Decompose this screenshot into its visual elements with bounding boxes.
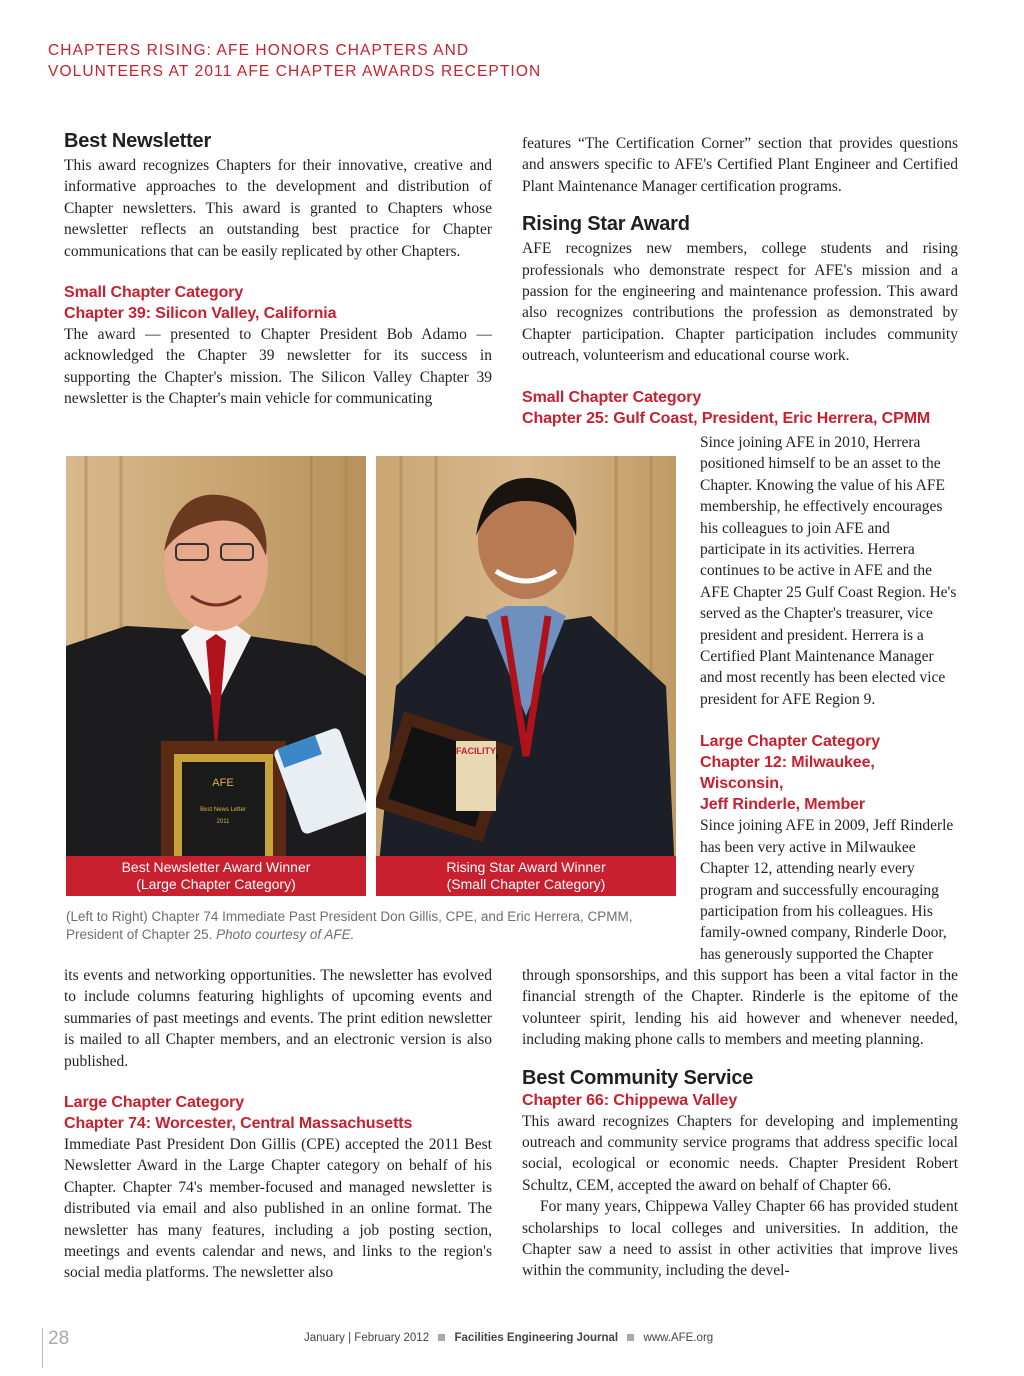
- chapter-39-title: Chapter 39: Silicon Valley, California: [64, 305, 337, 323]
- chapter-25-text: Since joining AFE in 2010, Herrera positioned himself to be an asset to the Chapter. Knowing the value of his AFE membership, he effectively encourages his colleagues to join AFE and participate in its activities. Herrera continues to be active in AFE and the AFE Chapter 25 Gulf Coast Region. He's served as the Chapter's treasurer, vice president and president. Herrera is a Certified Plant Maintenance Manager and most recently has been elected vice president for AFE Region 9.: [700, 434, 957, 708]
- facility-sign-text: FACILITY: [456, 746, 496, 756]
- banner-line-2: VOLUNTEERS AT 2011 AFE CHAPTER AWARDS RECEPTION: [48, 63, 542, 80]
- best-newsletter-section: [64, 130, 492, 410]
- rising-small-category-label: Small Chapter Category: [522, 388, 702, 406]
- chapter-74-title: Chapter 74: Worcester, Central Massachusetts: [64, 1115, 413, 1133]
- community-service-heading: Best Community Service: [522, 1066, 754, 1089]
- photo-credit-italic: Photo courtesy of AFE.: [216, 927, 355, 942]
- chapter-66-text-2: For many years, Chippewa Valley Chapter 66 has provided student scholarships to local colleges and universities. In addition, the Chapter saw a need to assist in other activities that improve lives within the community, including the devel-: [522, 1198, 958, 1280]
- chapter-74-text: Immediate Past President Don Gillis (CPE) accepted the 2011 Best Newsletter Award in the Large Chapter category on behalf of his Chapter. Chapter 74's member-focused and managed newsletter is distributed via email and also published in an online format. The newsletter has many features, including a job posting section, meetings and events calendar and news, and links to the region's social media platforms. The newsletter also: [64, 1136, 492, 1282]
- best-newsletter-continued: [64, 965, 492, 1284]
- page-number: 28: [48, 1328, 70, 1349]
- photo-don-gillis: [66, 456, 366, 896]
- right-column-top: [522, 133, 958, 429]
- rising-large-category-label: Large Chapter Category: [700, 733, 881, 751]
- rising-star-heading: Rising Star Award: [522, 213, 690, 236]
- chapter-39-text: The award — presented to Chapter President Bob Adamo — acknowledged the Chapter 39 newsletter for its success in supporting the Chapter's mission. The Silicon Valley Chapter 39 newsletter is the Chapter's main vehicle for communicating: [64, 326, 492, 408]
- small-category-label: Small Chapter Category: [64, 284, 244, 302]
- chapter-12-title-line-2: Jeff Rinderle, Member: [700, 796, 866, 814]
- chapter-12-text-continued: through sponsorships, and this support has been a vital factor in the financial strength of the Chapter. Rinderle is the epitome of the volunteer spirit, lending his aid however and whenever needed, including making phone calls to members and meeting planning.: [522, 967, 958, 1049]
- photo-credit: [66, 908, 681, 944]
- certification-corner-text: features “The Certification Corner” section that provides questions and answers specific to AFE's Certified Plant Engineer and Certified Plant Maintenance Manager certification programs.: [522, 135, 958, 195]
- best-newsletter-heading: Best Newsletter: [64, 130, 212, 152]
- chapter-25-title: Chapter 25: Gulf Coast, President, Eric Herrera, CPMM: [522, 409, 931, 427]
- right-caption-line-1: Rising Star Award Winner: [446, 859, 606, 875]
- chapter-12-text: Since joining AFE in 2009, Jeff Rinderle has been very active in Milwaukee Chapter 12, attending nearly every program and successfully encouraging participation from his colleagues. His family-owned company, Rinderle Door, has generously supported the Chapter: [700, 817, 954, 963]
- chapter-39-text-continued: its events and networking opportunities. The newsletter has evolved to include columns featuring highlights of upcoming events and summaries of past meetings and events. The print edition newsletter is mailed to all Chapter members, and an electronic version is also published.: [64, 967, 492, 1070]
- footer-journal: Facilities Engineering Journal: [454, 1332, 619, 1344]
- article-banner: [48, 40, 568, 82]
- plaque-logo-text: AFE: [212, 777, 234, 789]
- best-newsletter-intro: This award recognizes Chapters for their innovative, creative and informative approaches to the development and distribution of Chapter newsletters. This award is granted to Chapters whose newsletter reflects an outstanding best practice for Chapter communications that can be easily replicated by other Chapters.: [64, 157, 492, 260]
- right-photo-caption: [376, 856, 676, 896]
- photo-don-gillis-image: [66, 456, 366, 896]
- right-caption-line-2: (Small Chapter Category): [446, 876, 606, 892]
- chapter-12-title-line-1: Chapter 12: Milwaukee, Wisconsin,: [700, 754, 875, 793]
- photo-credit-text: (Left to Right) Chapter 74 Immediate Past President Don Gillis, CPE, and Eric Herrera, CPMM, President of Chapter 25.: [66, 909, 633, 942]
- rising-star-intro: AFE recognizes new members, college students and rising professionals who demonstrate respect for AFE's mission and a passion for the engineering and maintenance profession. This award also recognizes contributions the profession as demonstrated by Chapter participation. Chapter participation includes community outreach, volunteerism and educational course work.: [522, 240, 958, 365]
- footer-website[interactable]: www.AFE.org: [643, 1332, 714, 1344]
- photo-eric-herrera: [376, 456, 676, 896]
- chapter-66-title: Chapter 66: Chippewa Valley: [522, 1091, 738, 1109]
- plaque-line-1: Best News Letter: [200, 807, 246, 813]
- right-narrow-column: [700, 432, 958, 965]
- right-column-bottom: [522, 965, 958, 1282]
- photo-eric-herrera-image: [376, 456, 676, 896]
- chapter-66-text-1: This award recognizes Chapters for developing and implementing outreach and community service programs that address specific local social, ecological or economic needs. Chapter President Robert Schultz, CEM, accepted the award on behalf of Chapter 66.: [522, 1112, 958, 1194]
- left-caption-line-1: Best Newsletter Award Winner: [121, 859, 311, 875]
- left-photo-caption: [66, 856, 366, 896]
- left-caption-line-2: (Large Chapter Category): [136, 876, 296, 892]
- plaque-line-2: 2011: [216, 819, 230, 825]
- footer-divider: [42, 1328, 43, 1368]
- footer-line: [304, 1332, 713, 1344]
- banner-line-1: CHAPTERS RISING: AFE HONORS CHAPTERS AND: [48, 42, 470, 59]
- footer-square-1: [438, 1334, 445, 1341]
- footer-square-2: [627, 1334, 634, 1341]
- footer-issue: January | February 2012: [304, 1332, 430, 1344]
- large-category-label: Large Chapter Category: [64, 1094, 245, 1112]
